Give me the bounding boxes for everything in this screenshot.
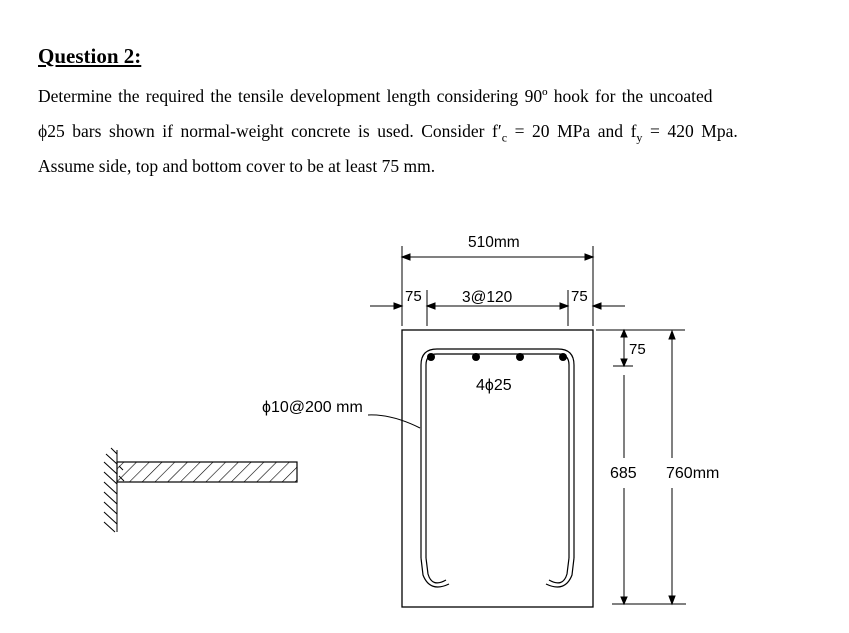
beam-outline bbox=[402, 330, 593, 607]
bar-2 bbox=[472, 353, 480, 361]
fixed-support-hatch bbox=[104, 448, 124, 532]
fc-prime: ′ bbox=[497, 121, 502, 141]
bar-1 bbox=[427, 353, 435, 361]
cantilever-sketch bbox=[104, 448, 297, 532]
cover-right-label: 75 bbox=[571, 288, 588, 305]
line2-text-mid: = 20 MPa and f bbox=[507, 121, 637, 141]
line2-text-before: ϕ25 bars shown if normal-weight concrete is used. Consider f bbox=[38, 121, 498, 141]
spacing-label: 3@120 bbox=[462, 289, 513, 306]
question-text-line-3: Assume side, top and bottom cover to be at least 75 mm. bbox=[38, 156, 436, 176]
bar-3 bbox=[516, 353, 524, 361]
question-text-line-1: Determine the required the tensile development length considering 90º hook for the uncoated bbox=[38, 86, 713, 106]
bars-label: 4ϕ25 bbox=[476, 377, 512, 394]
bar-4 bbox=[559, 353, 567, 361]
fy-subscript: y bbox=[636, 130, 643, 145]
top-cover-label: 75 bbox=[629, 341, 646, 358]
effective-depth-label: 685 bbox=[610, 465, 637, 482]
question-title: Question 2: bbox=[38, 44, 142, 68]
width-dimension bbox=[402, 246, 593, 326]
cantilever-beam bbox=[117, 462, 297, 482]
total-depth-label: 760mm bbox=[666, 465, 720, 482]
stirrup-leader bbox=[368, 415, 420, 428]
effective-depth-dimension bbox=[612, 375, 686, 604]
line2-text-after: = 420 Mpa. bbox=[642, 121, 738, 141]
fc-subscript: c bbox=[501, 130, 508, 145]
width-label: 510mm bbox=[468, 234, 520, 251]
cover-left-label: 75 bbox=[405, 288, 422, 305]
stirrup-label: ϕ10@200 mm bbox=[262, 399, 363, 416]
